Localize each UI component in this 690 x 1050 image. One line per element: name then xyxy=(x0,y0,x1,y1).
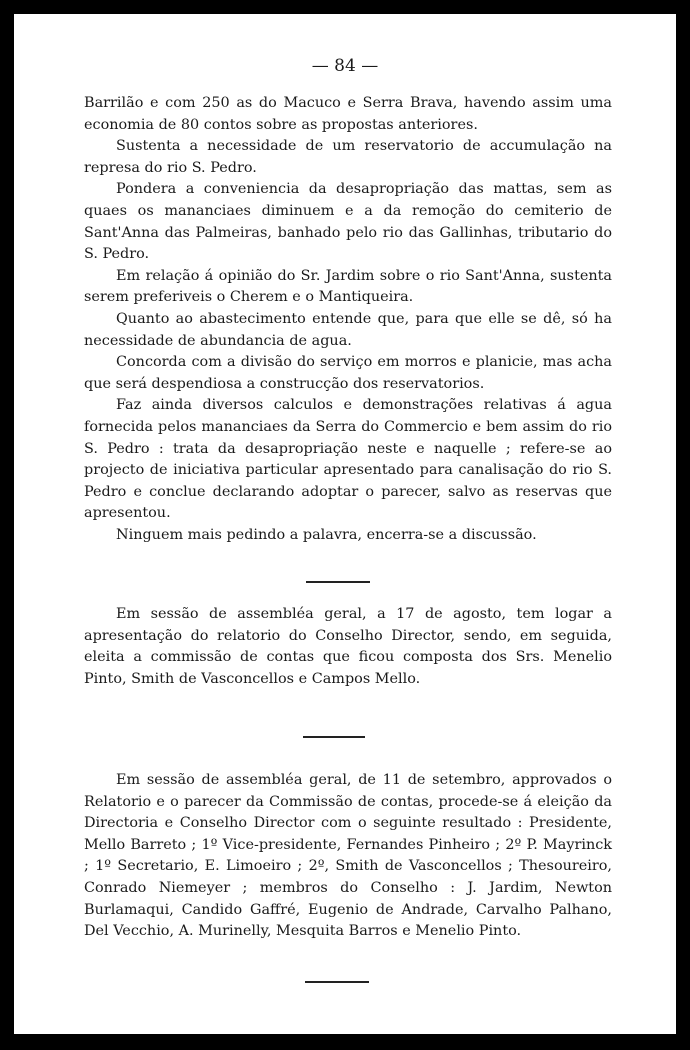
section-divider xyxy=(305,981,369,983)
paragraph: Concorda com a divisão do serviço em morros e planicie, mas acha que será despendiosa a construcção dos reservatorios. xyxy=(84,354,612,392)
paragraph: Faz ainda diversos calculos e demonstrações relativas á agua fornecida pelos mananciaes da Serra do Commercio e bem assim do rio S. Pedro : trata da desapropriação neste e naquelle ; refere-se ao projecto de iniciativa particular apresentado para canalisação do rio S. Pedro e conclue declarando adoptar o parecer, salvo as reservas que apresentou. xyxy=(84,397,612,522)
paragraph: Quanto ao abastecimento entende que, para que elle se dê, só ha necessidade de abundancia de agua. xyxy=(84,310,612,349)
paragraph: Em relação á opinião do Sr. Jardim sobre o rio Sant'Anna, sustenta serem preferiveis o Cherem e o Mantiqueira. xyxy=(84,267,612,306)
document-page xyxy=(14,14,676,1034)
paragraph: Ninguem mais pedindo a palavra, encerra-se a discussão. xyxy=(116,526,537,543)
paragraph: Em sessão de assembléa geral, a 17 de agosto, tem logar a apresentação do relatorio do Conselho Director, sendo, em seguida, eleita a commissão de contas que ficou composta dos Srs. Menelio Pinto, Smith de Vasconcellos e Campos Mello. xyxy=(84,606,612,687)
section-1 xyxy=(84,93,612,546)
page-number: — 84 — xyxy=(311,56,379,76)
section-divider xyxy=(306,581,370,583)
paragraph: Sustenta a necessidade de um reservatorio de accumulação na represa do rio S. Pedro. xyxy=(84,138,612,176)
section-2 xyxy=(84,604,612,690)
paragraph: Pondera a conveniencia da desapropriação das mattas, sem as quaes os mananciaes diminuem e a da remoção do cemiterio de Sant'Anna das Palmeiras, banhado pelo rio das Gallinhas, tributario do S. Pedro. xyxy=(84,181,612,263)
section-divider xyxy=(303,736,365,738)
section-3 xyxy=(84,770,612,943)
paragraph: Barrilão e com 250 as do Macuco e Serra Brava, havendo assim uma economia de 80 contos sobre as propostas anteriores. xyxy=(84,95,612,133)
paragraph: Em sessão de assembléa geral, de 11 de setembro, approvados o Relatorio e o parecer da Commissão de contas, procede-se á eleição da Directoria e Conselho Director com o seguinte resultado : Presidente, Mello Barreto ; 1º Vice-presidente, Fernandes Pinheiro ; 2º P. Mayrinck ; 1º Secretario, E. Limoeiro ; 2º, Smith de Vasconcellos ; Thesoureiro, Conrado Niemeyer ; membros do Conselho : J. Jardim, Newton Burlamaqui, Candido Gaffré, Eugenio de Andrade, Carvalho Palhano, Del Vecchio, A. Murinelly, Mesquita Barros e Menelio Pinto. xyxy=(84,772,612,940)
